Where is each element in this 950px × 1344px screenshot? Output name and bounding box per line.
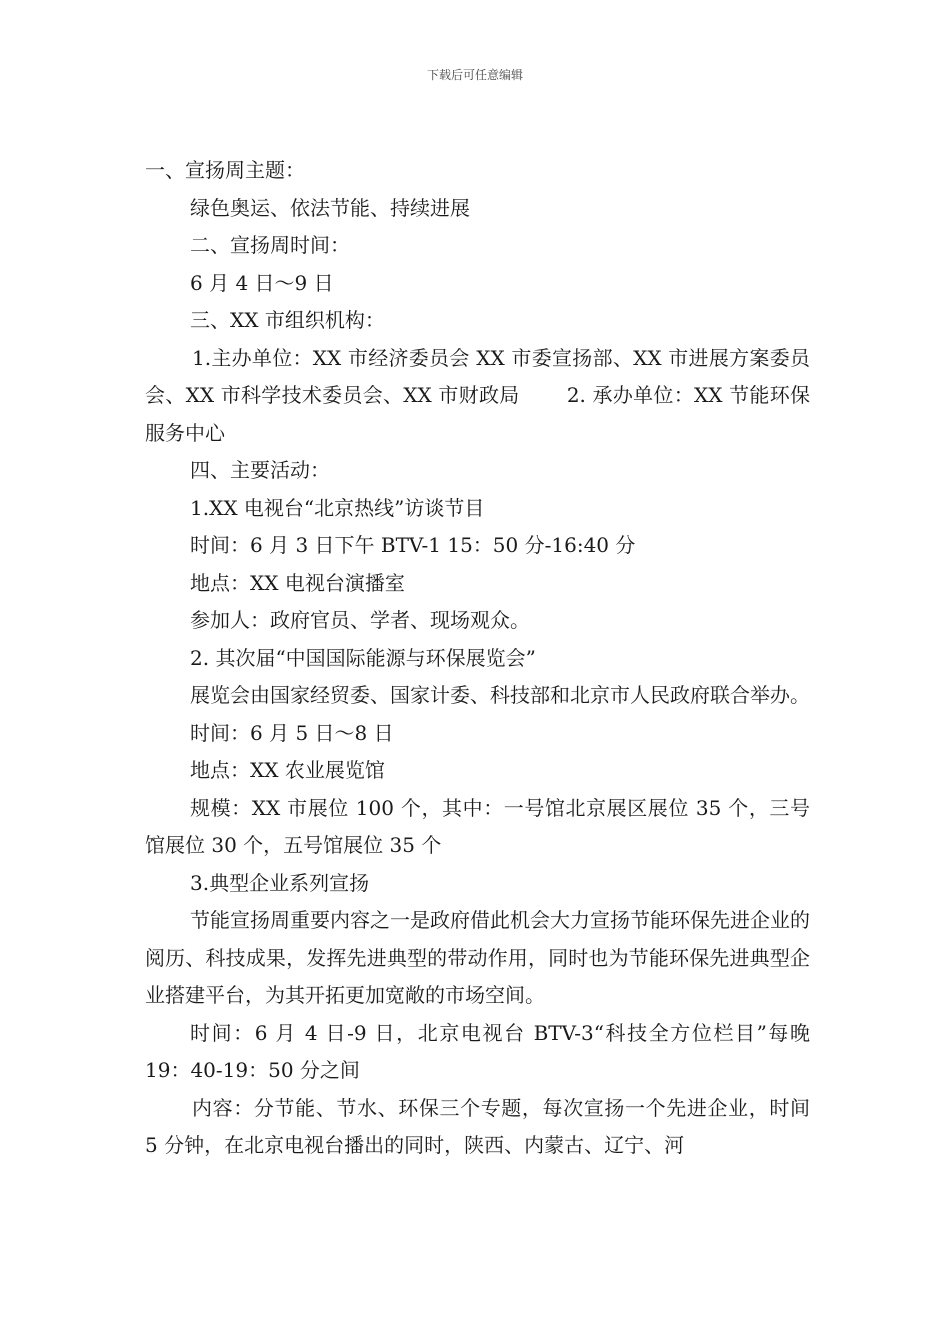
page-header: 下载后可任意编辑 <box>426 68 523 82</box>
document-body <box>145 152 810 1165</box>
activity-1-title: 1.XX 电视台“北京热线”访谈节目 <box>190 495 485 520</box>
activity-3-description: 节能宣扬周重要内容之一是政府借此机会大力宣扬节能环保先进企业的阅历、科技成果，发挥先进典型的带动作用，同时也为节能环保先进典型企业搭建平台，为其开拓更加宽敞的市场空间。 <box>145 908 810 1007</box>
activity-2-description: 展览会由国家经贸委、国家计委、科技部和北京市人民政府联合举办。 <box>190 683 810 707</box>
activity-2-location: 地点：XX 农业展览馆 <box>190 758 385 782</box>
activity-1-participants: 参加人：政府官员、学者、现场观众。 <box>190 608 530 632</box>
activity-2-scale: 规模：XX 市展位 100 个，其中：一号馆北京展区展位 35 个，三号馆展位 30 个，五号馆展位 35 个 <box>145 795 810 857</box>
activity-2-time: 时间：6 月 5 日～8 日 <box>190 720 394 745</box>
paragraph-organizers: 1.主办单位：XX 市经济委员会 XX 市委宣扬部、XX 市进展方案委员会、XX 市科学技术委员会、XX 市财政局 2. 承办单位：XX 节能环保服务中心 <box>145 345 810 445</box>
activity-3-content: 内容：分节能、节水、环保三个专题，每次宣扬一个先进企业，时间 5 分钟，在北京电视台播出的同时，陕西、内蒙古、辽宁、河 <box>145 1095 810 1157</box>
activity-1-time: 时间：6 月 3 日下午 BTV-1 15：50 分-16:40 分 <box>190 533 636 557</box>
activity-2-title: 2. 其次届“中国国际能源与环保展览会” <box>190 645 536 670</box>
activity-3-title: 3.典型企业系列宣扬 <box>190 870 370 895</box>
heading-activities: 四、主要活动： <box>190 458 330 482</box>
heading-time: 二、宣扬周时间： <box>190 233 350 257</box>
paragraph-theme-content: 绿色奥运、依法节能、持续进展 <box>190 195 470 220</box>
paragraph-time-content: 6 月 4 日～9 日 <box>190 270 334 295</box>
heading-theme: 一、宣扬周主题： <box>145 158 305 182</box>
activity-3-time: 时间：6 月 4 日-9 日，北京电视台 BTV-3“科技全方位栏目”每晚 19：40-19：50 分之间 <box>145 1020 810 1082</box>
heading-organization: 三、XX 市组织机构： <box>190 308 385 332</box>
activity-1-location: 地点：XX 电视台演播室 <box>190 570 405 595</box>
